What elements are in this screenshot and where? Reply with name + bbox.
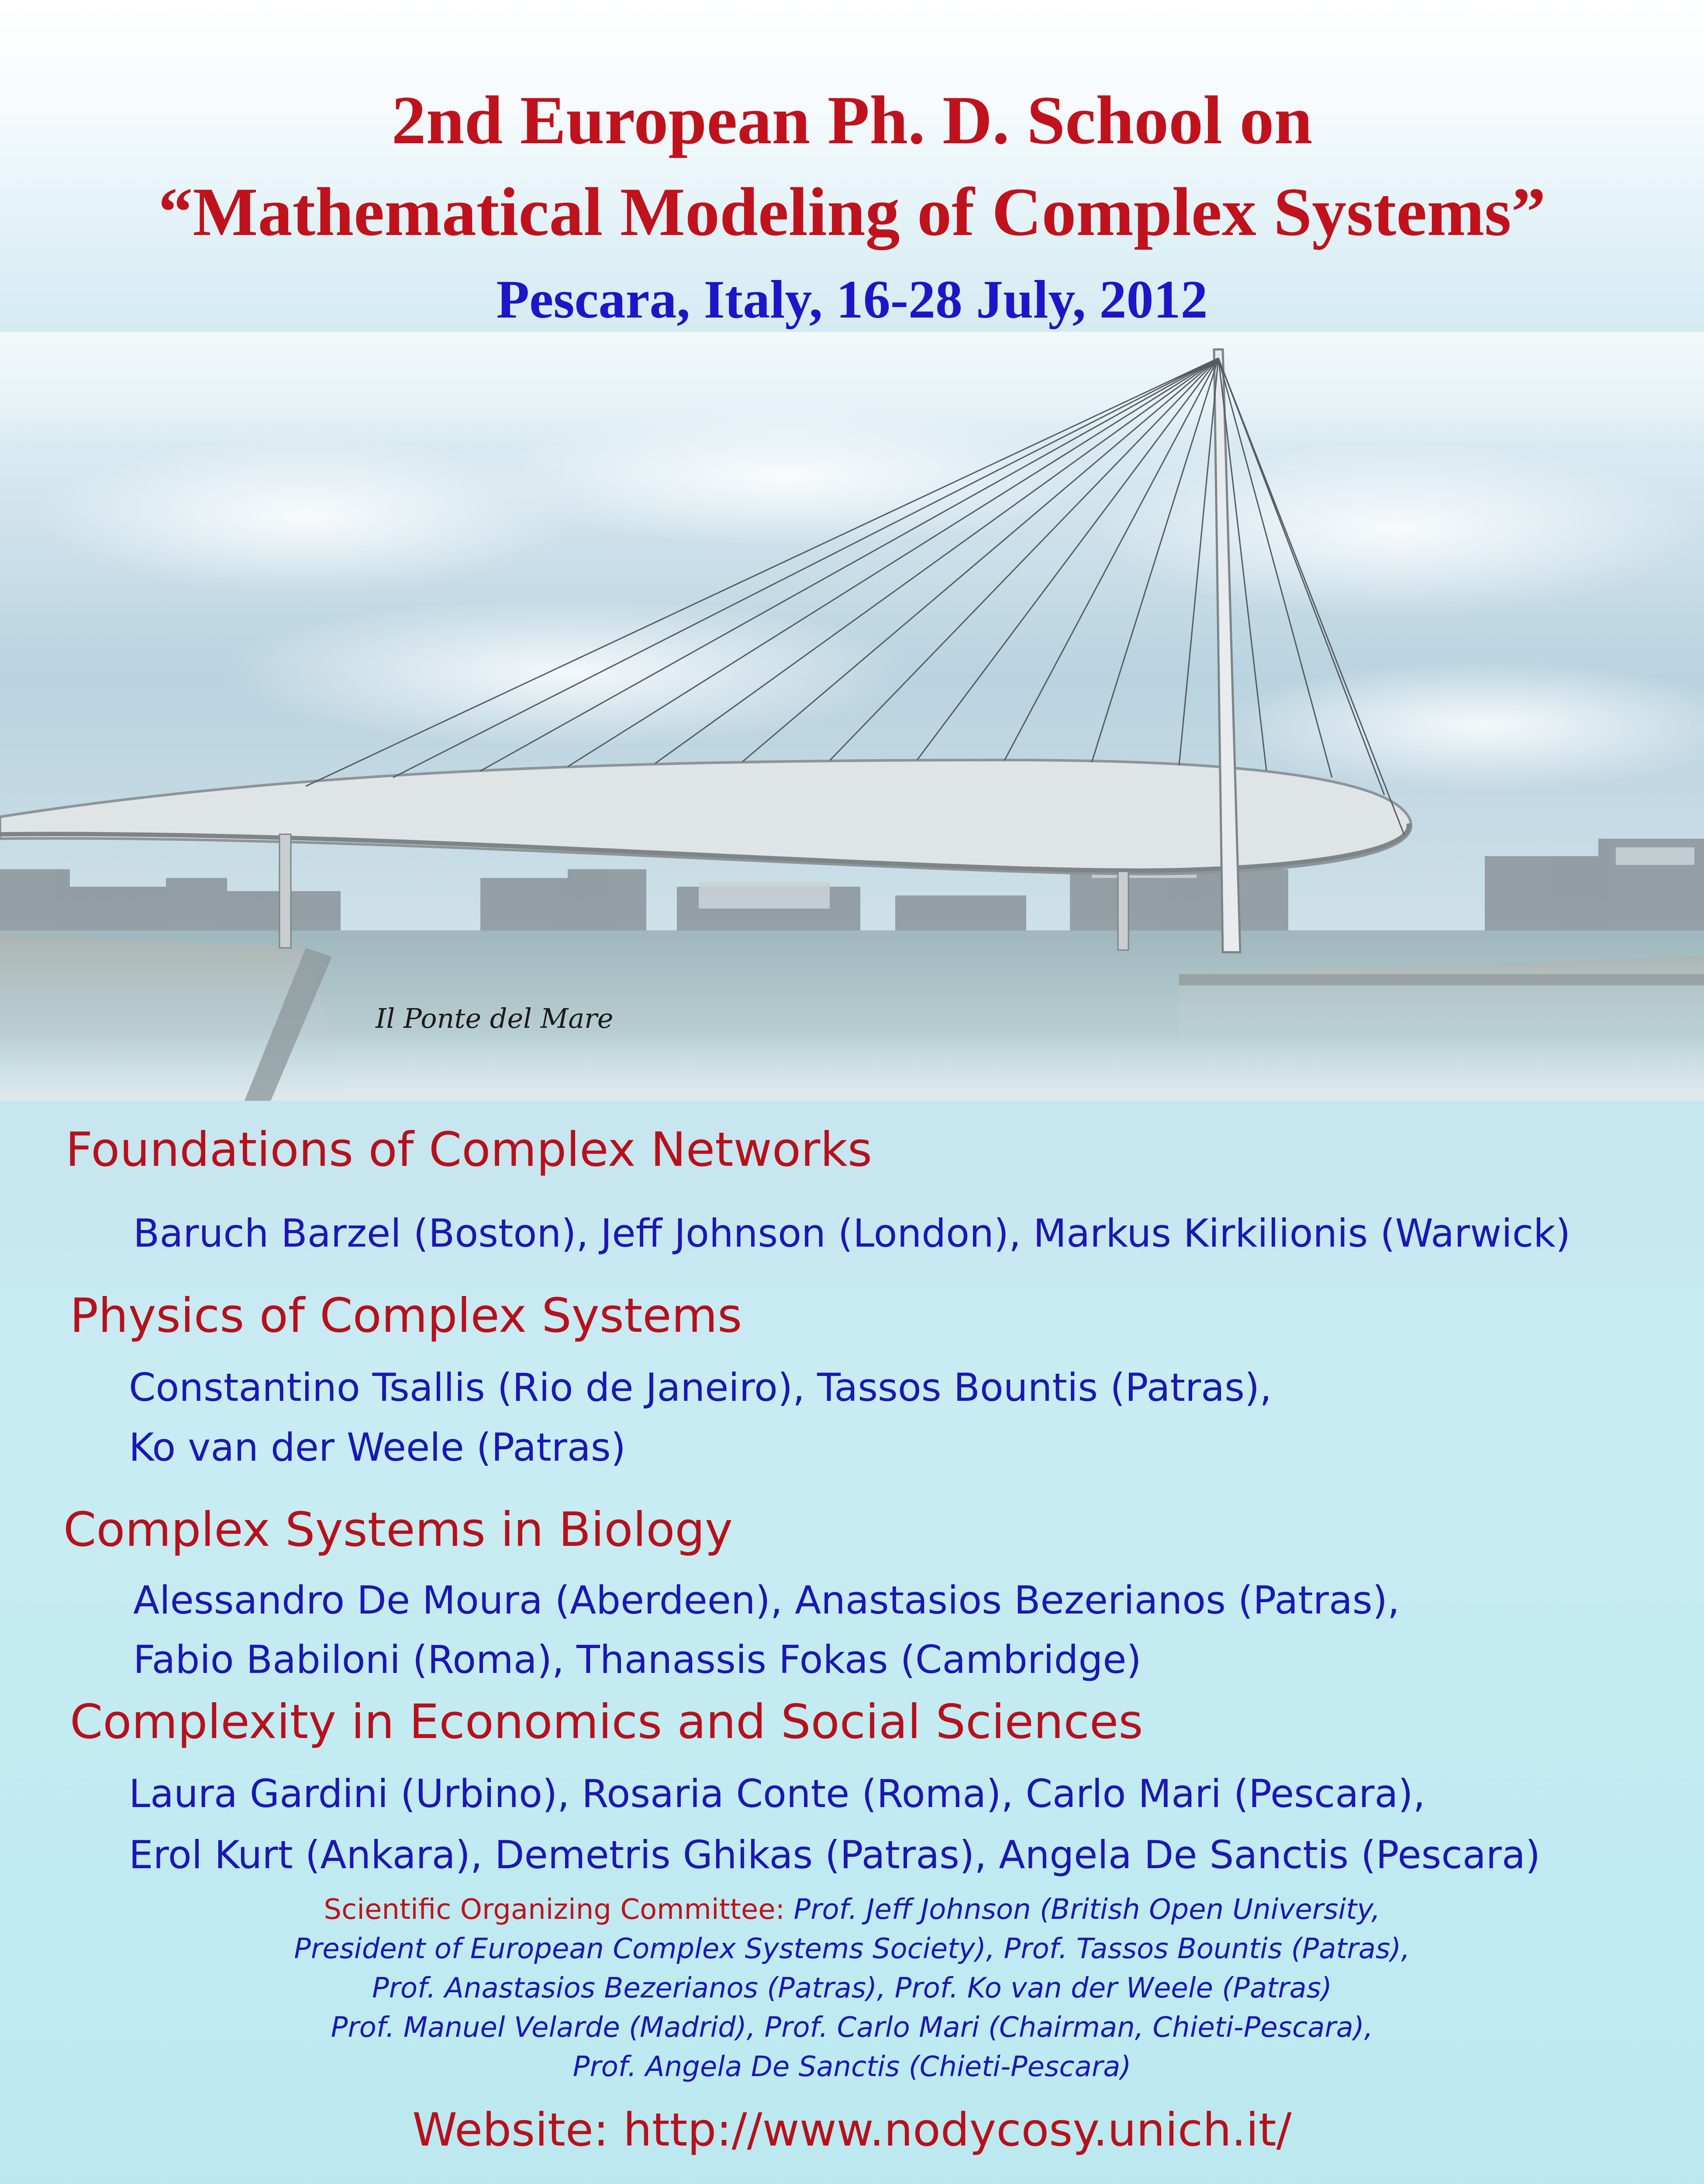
speakers-economics-line2: Erol Kurt (Ankara), Demetris Ghikas (Patras), Angela De Sanctis (Pescara)	[129, 1832, 1541, 1877]
section-title-economics: Complexity in Economics and Social Sciences	[70, 1695, 1143, 1749]
committee-line1	[0, 1894, 1704, 1926]
committee-line5: Prof. Angela De Sanctis (Chieti-Pescara)	[573, 2051, 1131, 2083]
poster-title-line2: “Mathematical Modeling of Complex Systems”	[158, 174, 1546, 250]
section-title-biology: Complex Systems in Biology	[63, 1503, 733, 1557]
bridge-photo	[0, 332, 1704, 1101]
section-title-physics: Physics of Complex Systems	[70, 1289, 742, 1343]
committee-line4: Prof. Manuel Velarde (Madrid), Prof. Carlo Mari (Chairman, Chieti-Pescara),	[331, 2011, 1373, 2044]
speakers-networks-line1: Baruch Barzel (Boston), Jeff Johnson (London), Markus Kirkilionis (Warwick)	[133, 1211, 1571, 1256]
committee-line3: Prof. Anastasios Bezerianos (Patras), Prof. Ko van der Weele (Patras)	[372, 1972, 1332, 2004]
speakers-biology-line1: Alessandro De Moura (Aberdeen), Anastasios Bezerianos (Patras),	[133, 1578, 1400, 1623]
committee-text-1: Prof. Jeff Johnson (British Open University,	[785, 1894, 1380, 1926]
speakers-physics-line2: Ko van der Weele (Patras)	[129, 1425, 626, 1470]
speakers-economics-line1: Laura Gardini (Urbino), Rosaria Conte (Roma), Carlo Mari (Pescara),	[129, 1771, 1425, 1816]
speakers-biology-line2: Fabio Babiloni (Roma), Thanassis Fokas (Cambridge)	[133, 1637, 1142, 1682]
section-title-networks: Foundations of Complex Networks	[66, 1123, 873, 1177]
speakers-physics-line1: Constantino Tsallis (Rio de Janeiro), Tassos Bountis (Patras),	[129, 1365, 1272, 1410]
venue-dates: Pescara, Italy, 16-28 July, 2012	[496, 270, 1208, 329]
poster-title-line1: 2nd European Ph. D. School on	[391, 82, 1313, 159]
website-link[interactable]: Website: http://www.nodycosy.unich.it/	[412, 2103, 1292, 2156]
committee-label: Scientific Organizing Committee:	[324, 1894, 785, 1926]
committee-line2: President of European Complex Systems Society), Prof. Tassos Bountis (Patras),	[294, 1933, 1410, 1965]
photo-caption: Il Ponte del Mare	[376, 1002, 614, 1034]
